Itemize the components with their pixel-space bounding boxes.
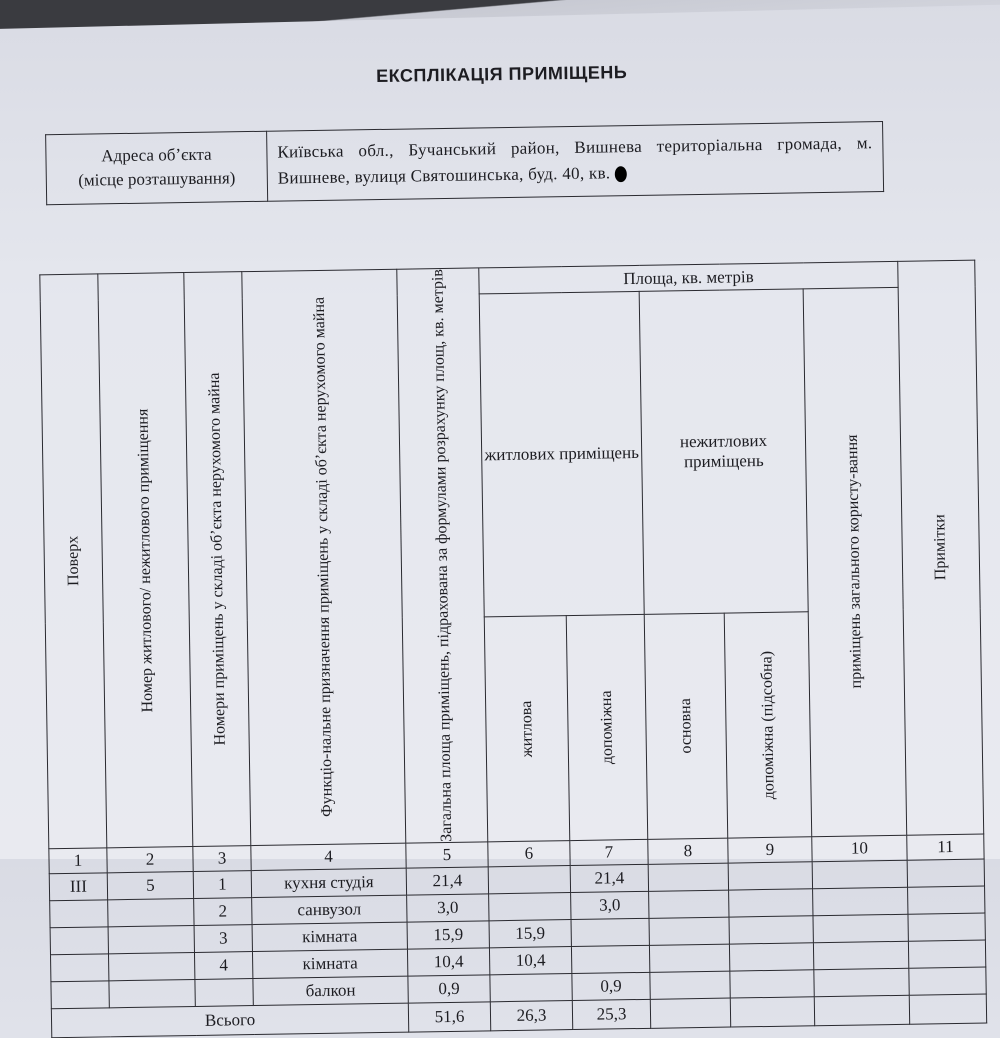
cell-living-area (490, 973, 572, 1001)
cell-function: кухня студія (251, 868, 406, 897)
total-living-value: 26,3 (490, 1000, 572, 1030)
header-function-text: Функціо-нальне призначення приміщень у складі об’єкта нерухомого майна (310, 297, 336, 818)
cell-empty (813, 914, 908, 942)
cell-empty (908, 913, 985, 941)
column-number: 6 (488, 840, 570, 866)
header-notes (898, 260, 984, 835)
cell-living-area: 10,4 (489, 946, 571, 974)
cell-floor (51, 981, 109, 1009)
column-number: 8 (648, 838, 728, 864)
total-aux-value: 25,3 (572, 999, 650, 1029)
cell-empty (909, 994, 986, 1024)
address-value: Київська обл., Бучанський район, Вишнева територіальна громада, м. Вишневе, вулиця Святошинська, буд. 40, кв. (277, 133, 873, 188)
header-floor (40, 274, 107, 849)
cell-aux-area: 3,0 (571, 891, 649, 919)
header-room-numbers (184, 272, 251, 847)
cell-room: 1 (193, 870, 251, 898)
cell-function: балкон (253, 976, 408, 1005)
rooms-table (39, 260, 987, 1038)
cell-empty (813, 887, 908, 915)
redaction-mark (614, 167, 626, 183)
cell-living-area: 15,9 (489, 919, 571, 947)
column-number: 3 (193, 845, 251, 871)
cell-empty (729, 889, 813, 917)
header-notes-text: Примітки (931, 514, 950, 581)
cell-unit (109, 979, 195, 1007)
cell-floor (50, 954, 108, 982)
address-label-line2: (місце розташування) (78, 168, 236, 191)
header-floor-text: Поверх (63, 536, 82, 587)
document-sheet (14, 24, 1000, 1030)
total-label: Всього (51, 1003, 408, 1038)
cell-function: кімната (252, 949, 407, 978)
cell-function: кімната (252, 922, 407, 951)
cell-room: 2 (194, 897, 252, 925)
header-total-area-text: Загальна площа приміщень, підрахована за формулами розрахунку площ, кв. метрів (428, 268, 455, 842)
cell-living-area (489, 892, 571, 920)
total-area-value: 51,6 (408, 1002, 490, 1032)
cell-empty (812, 860, 907, 888)
cell-aux-area (571, 945, 649, 973)
header-residential-aux (566, 614, 648, 840)
cell-empty (729, 943, 813, 971)
address-label-line1: Адреса об’єкта (101, 144, 212, 166)
cell-empty (907, 859, 984, 887)
cell-room (195, 978, 253, 1006)
cell-empty (649, 890, 729, 918)
cell-empty (813, 941, 908, 969)
header-residential-living-text: житлова (517, 700, 536, 758)
cell-function: санвузол (252, 895, 407, 924)
cell-total-area: 10,4 (407, 948, 489, 976)
column-number: 4 (251, 843, 406, 870)
cell-unit: 5 (107, 871, 193, 899)
cell-total-area: 21,4 (406, 867, 488, 895)
header-residential-aux-text: допоміжна (597, 690, 616, 765)
cell-aux-area: 21,4 (570, 864, 648, 892)
header-nonresidential-main (644, 613, 728, 839)
cell-empty (909, 967, 986, 995)
header-residential-group: житлових приміщень (479, 291, 644, 616)
column-number: 5 (406, 842, 488, 868)
address-label-cell (46, 131, 268, 204)
cell-empty (908, 886, 985, 914)
cell-total-area: 15,9 (407, 921, 489, 949)
header-residential-living (484, 615, 570, 841)
cell-empty (730, 970, 814, 998)
header-room-numbers-text: Номери приміщень у складі об’єкта нерухомого майна (205, 372, 229, 746)
cell-empty (814, 968, 909, 996)
cell-floor (50, 900, 108, 928)
cell-empty (649, 944, 729, 972)
cell-empty (650, 998, 730, 1028)
cell-aux-area (571, 918, 649, 946)
column-number: 2 (107, 846, 193, 872)
cell-room: 3 (194, 924, 252, 952)
header-nonresidential-main-text: основна (676, 698, 695, 754)
cell-unit (108, 925, 194, 953)
header-nonresidential-aux-text: допоміжна (підсобна) (757, 650, 778, 800)
cell-floor (50, 927, 108, 955)
column-number: 1 (49, 848, 107, 874)
cell-empty (649, 917, 729, 945)
header-common-use-text: приміщень загального користу-вання (843, 434, 865, 690)
header-unit-number-text: Номер житлового/ нежитлового приміщення (133, 408, 156, 713)
column-number: 9 (728, 837, 812, 863)
cell-unit (108, 952, 194, 980)
cell-empty (650, 971, 730, 999)
header-unit-number (98, 273, 193, 848)
cell-unit (108, 898, 194, 926)
cell-total-area: 0,9 (408, 975, 490, 1003)
header-function (242, 269, 406, 845)
address-table (45, 121, 884, 205)
cell-empty (729, 916, 813, 944)
cell-empty (814, 995, 909, 1025)
cell-empty (648, 863, 728, 891)
address-value-cell (267, 122, 884, 201)
cell-empty (728, 862, 812, 890)
document-title: ЕКСПЛІКАЦІЯ ПРИМІЩЕНЬ (376, 62, 628, 87)
header-nonresidential-group: нежитлових приміщень (639, 289, 808, 614)
cell-total-area: 3,0 (407, 894, 489, 922)
column-number: 7 (570, 839, 648, 865)
cell-aux-area: 0,9 (572, 972, 650, 1000)
column-number: 10 (812, 835, 907, 861)
cell-floor: III (49, 873, 107, 901)
cell-empty (908, 940, 985, 968)
header-area-group: Площа, кв. метрів (479, 261, 898, 294)
header-total-area (397, 268, 488, 843)
column-number: 11 (907, 834, 984, 860)
cell-empty (730, 997, 814, 1027)
cell-room: 4 (194, 951, 252, 979)
header-common-use (803, 287, 907, 836)
header-nonresidential-aux (724, 612, 812, 838)
cell-living-area (488, 865, 570, 893)
